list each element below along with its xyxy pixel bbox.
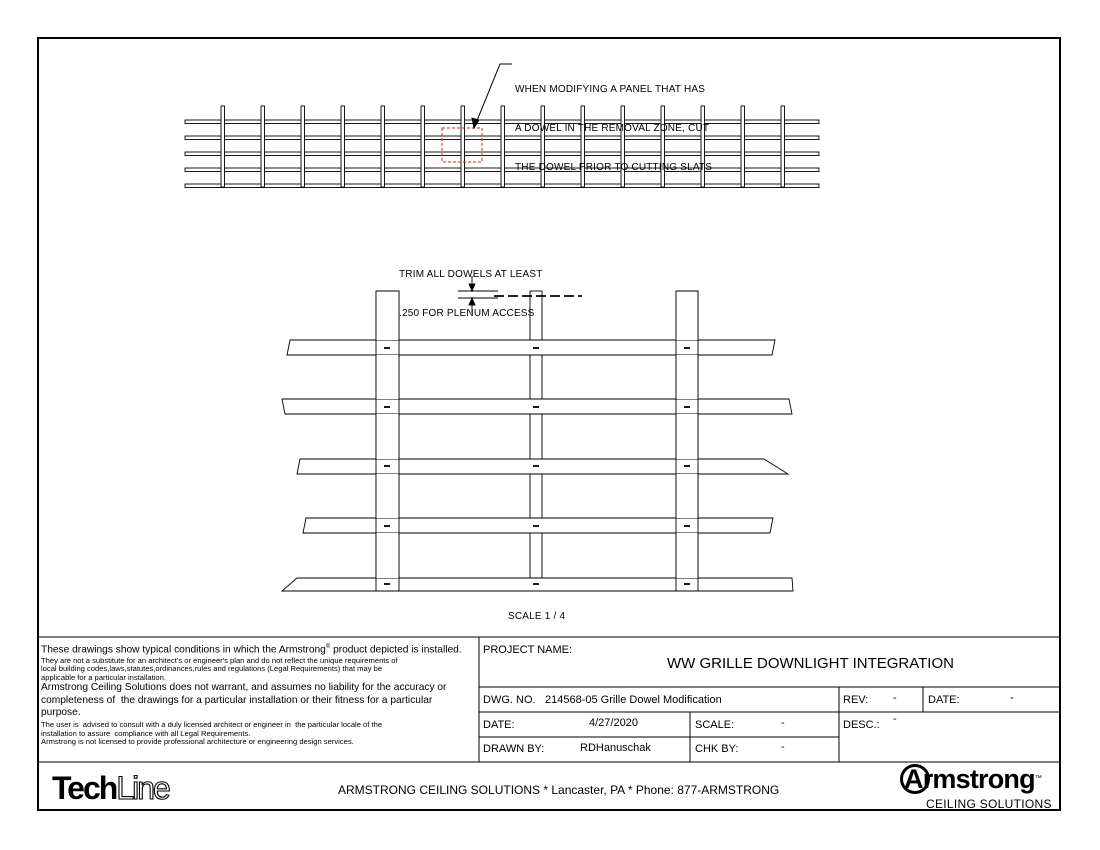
desc-label: DESC.: bbox=[843, 719, 880, 731]
disclaimer-p3-line-2: completeness of the drawings for a particular installation or their fitness for a particular bbox=[41, 694, 433, 706]
trim-note-line-1: TRIM ALL DOWELS AT LEAST bbox=[399, 269, 543, 280]
registered-mark: ® bbox=[325, 644, 331, 650]
armstrong-wordmark bbox=[904, 762, 1041, 796]
techline-logo-tech: Tech bbox=[52, 770, 117, 806]
disclaimer-p1-text: These drawings show typical conditions in which the Armstrong bbox=[41, 644, 326, 656]
armstrong-wordmark-rest: rmstrong bbox=[922, 764, 1035, 794]
disclaimer-p3-line-3: purpose. bbox=[41, 706, 81, 718]
desc-value: - bbox=[893, 713, 897, 725]
date-value: 4/27/2020 bbox=[589, 717, 638, 729]
disclaimer-p2-line-3: applicable for a particular installation. bbox=[41, 672, 166, 682]
chk-by-label: CHK BY: bbox=[695, 743, 739, 755]
company-line: ARMSTRONG CEILING SOLUTIONS * Lancaster, PA * Phone: 877-ARMSTRONG bbox=[338, 783, 780, 797]
drawn-by-label: DRAWN BY: bbox=[483, 743, 545, 755]
armstrong-subtitle: CEILING SOLUTIONS bbox=[926, 797, 1052, 811]
dwg-value: 214568-05 Grille Dowel Modification bbox=[545, 694, 722, 706]
drawn-by-value: RDHanuschak bbox=[580, 742, 651, 754]
disclaimer-p2-line-1: They are not a substitute for an architect's or engineer's plan and do not reflect the unique requirements of bbox=[41, 655, 398, 665]
removal-zone-note-line-1: WHEN MODIFYING A PANEL THAT HAS bbox=[515, 84, 706, 95]
disclaimer bbox=[41, 641, 477, 747]
removal-zone-note-line-3: THE DOWEL PRIOR TO CUTTING SLATS bbox=[515, 162, 713, 173]
armstrong-tm: ™ bbox=[1034, 775, 1042, 782]
techline-logo-line: Line bbox=[116, 770, 169, 806]
chk-by-value: - bbox=[781, 741, 785, 753]
disclaimer-p1 bbox=[41, 641, 477, 657]
trim-note-line-2: .250 FOR PLENUM ACCESS bbox=[399, 308, 535, 319]
rev-label: REV: bbox=[843, 694, 869, 706]
scale-label: SCALE 1 / 4 bbox=[508, 611, 566, 622]
disclaimer-p4-line-1: The user is advised to consult with a duly licensed architect or engineer in the particular locale of the bbox=[41, 719, 383, 729]
date-value-right: - bbox=[1010, 692, 1014, 704]
project-label: PROJECT NAME: bbox=[483, 644, 573, 656]
disclaimer-p4-line-2: installation to assure compliance with all Legal Requirements. bbox=[41, 728, 251, 738]
scale-field-value: - bbox=[781, 717, 785, 729]
techline-logo bbox=[52, 768, 169, 808]
disclaimer-p1-end: product depicted is installed. bbox=[330, 644, 462, 656]
rev-value: - bbox=[893, 692, 897, 704]
removal-zone-note-line-2: A DOWEL IN THE REMOVAL ZONE, CUT bbox=[515, 123, 710, 134]
disclaimer-p3-line-1: Armstrong Ceiling Solutions does not warrant, and assumes no liability for the accuracy or bbox=[41, 682, 447, 694]
date-label-right: DATE: bbox=[928, 694, 960, 706]
scale-field-label: SCALE: bbox=[695, 719, 735, 731]
disclaimer-p2-line-2: local building codes,laws,statutes,ordinances,rules and regulations (Legal Requirements) that may be bbox=[41, 664, 383, 674]
armstrong-logo bbox=[898, 764, 1058, 810]
date-label: DATE: bbox=[483, 719, 515, 731]
project-name: WW GRILLE DOWNLIGHT INTEGRATION bbox=[667, 655, 954, 672]
disclaimer-p4-line-3: Armstrong is not licensed to provide professional architecture or engineering design services. bbox=[41, 737, 354, 747]
armstrong-wordmark-a: A bbox=[904, 764, 923, 794]
dwg-label: DWG. NO. bbox=[483, 694, 536, 706]
